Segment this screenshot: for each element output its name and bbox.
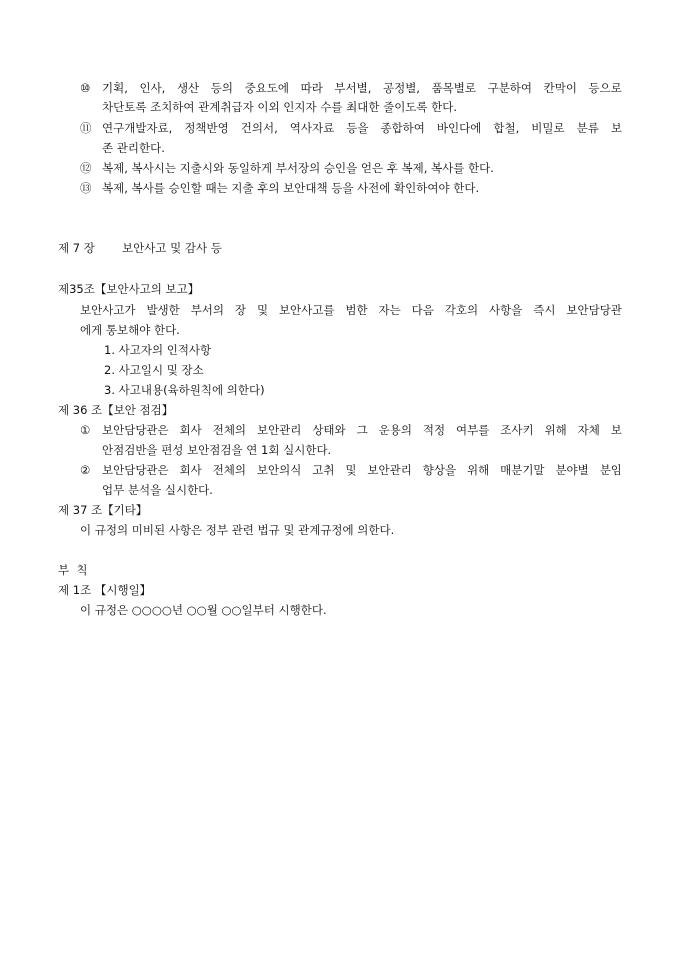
list-item-11-line1: 연구개발자료, 정책반영 건의서, 역사자료 등을 종합하여 바인다에 합철, 비밀로 분류 보 <box>102 121 622 135</box>
list-marker-12: ⑫ <box>80 161 92 175</box>
article-36-marker-2: ② <box>80 463 91 477</box>
article-35-item-1: 1. 사고자의 인적사항 <box>104 343 212 357</box>
addendum-article-1-heading: 제 1조 【시행일】 <box>58 583 152 597</box>
article-35-heading: 제35조【보안사고의 보고】 <box>58 282 200 296</box>
list-marker-13: ⑬ <box>80 181 92 195</box>
article-35-line1: 보안사고가 발생한 부서의 장 및 보안사고를 범한 자는 다음 각호의 사항을 즉시 보안담당관 <box>80 303 622 317</box>
list-item-13-line1: 복제, 복사를 승인할 때는 지출 후의 보안대책 등을 사전에 확인하여야 한다. <box>102 181 480 195</box>
article-35-item-2: 2. 사고일시 및 장소 <box>104 363 204 377</box>
article-36-item-1-line1: 보안담당관은 회사 전체의 보안관리 상태와 그 운용의 적정 여부를 조사키 위해 자체 보 <box>102 423 622 437</box>
list-marker-10: ⑩ <box>80 81 91 95</box>
article-36-heading: 제 36 조【보안 점검】 <box>58 403 174 417</box>
list-item-12-line1: 복제, 복사시는 지출시와 동일하게 부서장의 승인을 얻은 후 복제, 복사를 한다. <box>102 161 494 175</box>
article-37-text: 이 규정의 미비된 사항은 정부 관련 법규 및 관계규정에 의한다. <box>80 523 395 537</box>
chapter-number: 제 7 장 <box>58 241 95 255</box>
addendum-title: 부 칙 <box>58 563 88 577</box>
list-item-10-line1: 기획, 인사, 생산 등의 중요도에 따라 부서별, 공정별, 품목별로 구분하여 칸막이 등으로 <box>102 81 622 95</box>
list-marker-11: ⑪ <box>80 121 92 135</box>
addendum-article-1-text: 이 규정은 ○○○○년 ○○월 ○○일부터 시행한다. <box>80 603 327 617</box>
article-35-line2: 에게 통보해야 한다. <box>80 323 180 337</box>
list-item-10-line2: 차단토록 조치하여 관계취급자 이외 인지자 수를 최대한 줄이도록 한다. <box>102 100 458 114</box>
article-36-item-2-line1: 보안담당관은 회사 전체의 보안의식 고취 및 보안관리 향상을 위해 매분기말 분야별 분임 <box>102 463 622 477</box>
article-36-marker-1: ① <box>80 423 91 437</box>
list-item-11-line2: 존 관리한다. <box>102 141 165 155</box>
article-36-item-2-line2: 업무 분석을 실시한다. <box>102 483 213 497</box>
chapter-title: 보안사고 및 감사 등 <box>122 241 222 255</box>
article-37-heading: 제 37 조【기타】 <box>58 503 148 517</box>
article-36-item-1-line2: 안점검반을 편성 보안점검을 연 1회 실시한다. <box>102 443 332 457</box>
article-35-item-3: 3. 사고내용(육하원칙에 의한다) <box>104 383 265 397</box>
